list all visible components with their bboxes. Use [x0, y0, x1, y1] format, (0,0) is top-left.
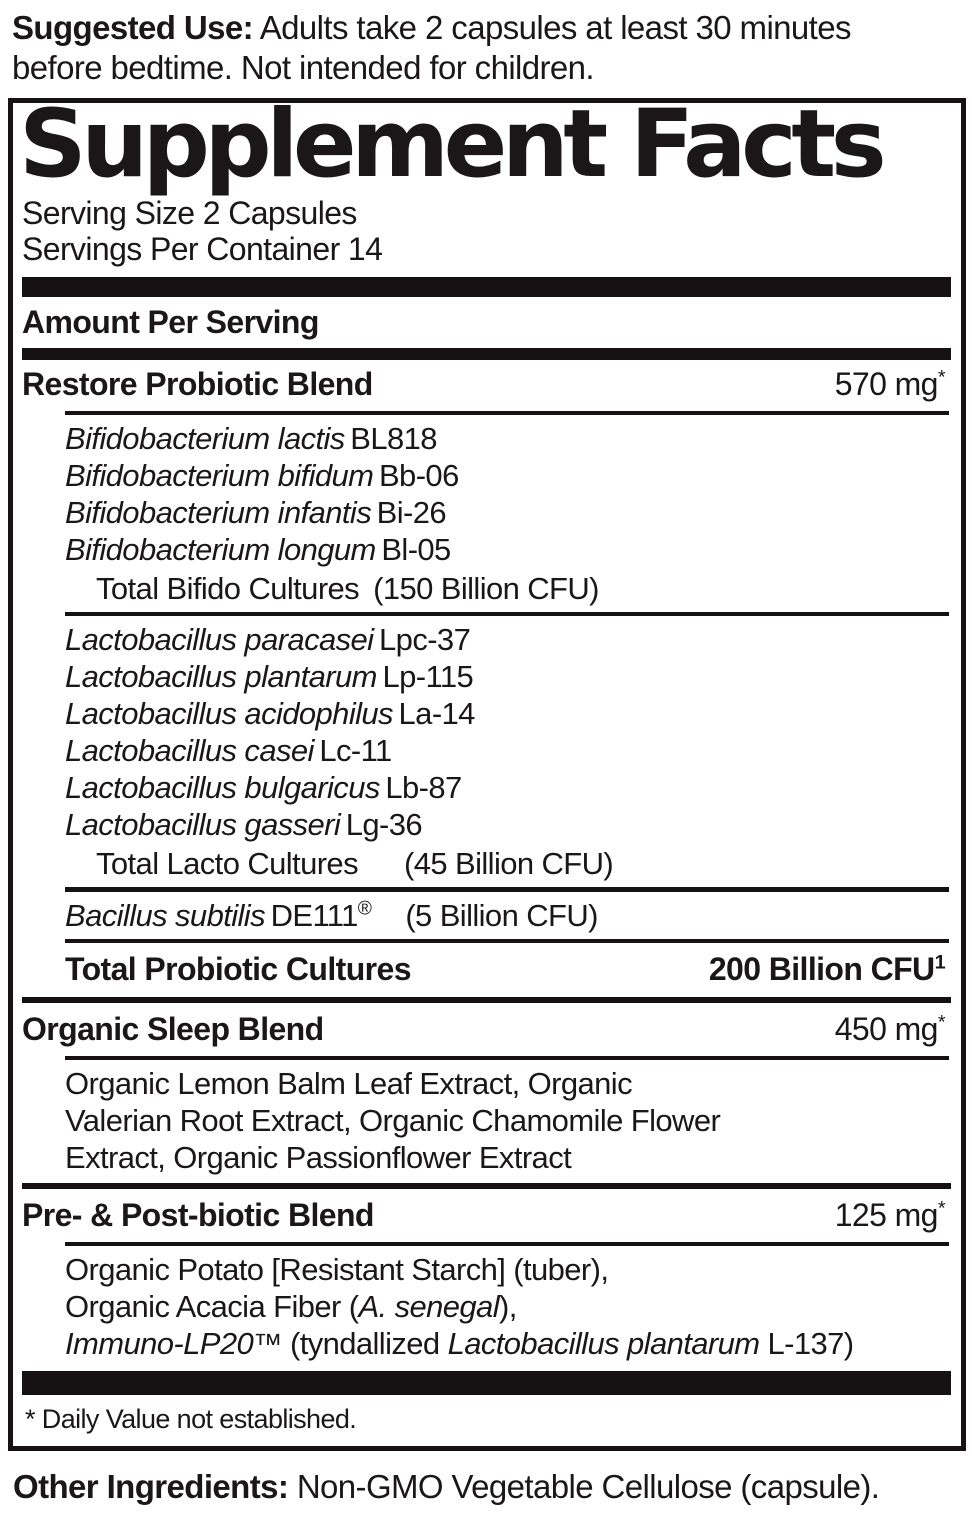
strain-code: Bi-26	[376, 495, 447, 531]
species-name: Lactobacillus gasseri	[65, 807, 341, 843]
text-segment: ),	[498, 1289, 517, 1325]
separator-line	[65, 612, 949, 616]
trademark-name: Immuno-LP20	[65, 1326, 254, 1362]
species-name: Bifidobacterium lactis	[65, 421, 345, 457]
ingredient-row	[22, 494, 951, 531]
suggested-use-label: Suggested Use:	[12, 9, 253, 46]
sleep-blend-amount-value: 450 mg	[834, 1011, 938, 1048]
ingredient-text-line: Valerian Root Extract, Organic Chamomile Flower	[65, 1103, 721, 1139]
restore-blend-row	[22, 363, 951, 406]
species-name: Lactobacillus casei	[65, 733, 314, 769]
prepost-blend-row	[22, 1194, 951, 1237]
restore-blend-name: Restore Probiotic Blend	[22, 366, 373, 403]
sleep-blend-row	[22, 1008, 951, 1051]
suggested-use-text-line1: Adults take 2 capsules at least 30 minutes	[259, 9, 851, 46]
strain-code: Lpc-37	[379, 622, 471, 658]
restore-blend-amount	[835, 363, 951, 406]
strain-code: Lc-11	[319, 733, 392, 769]
ingredient-text-line: Organic Lemon Balm Leaf Extract, Organic	[65, 1066, 632, 1102]
daily-value-footnote: * Daily Value not established.	[25, 1404, 357, 1435]
suggested-use	[0, 4, 972, 98]
restore-blend-amount-note: *	[937, 366, 945, 389]
ingredient-row	[22, 732, 951, 769]
ingredient-row	[22, 420, 951, 457]
ingredient-row	[22, 621, 951, 658]
prepost-blend-name: Pre- & Post-biotic Blend	[22, 1197, 374, 1234]
sleep-blend-amount	[835, 1008, 951, 1051]
servings-per-container: Servings Per Container 14	[22, 231, 383, 268]
ingredient-text-line: Organic Potato [Resistant Starch] (tuber),	[65, 1252, 609, 1288]
separator-line	[65, 1242, 949, 1246]
section-divider	[22, 997, 951, 1003]
total-probiotic-footnote-mark: 1	[934, 951, 945, 974]
total-probiotic-row	[22, 948, 951, 990]
ingredient-text-line: Extract, Organic Passionflower Extract	[65, 1140, 572, 1176]
registered-mark: ®	[357, 898, 372, 920]
strain-code: BL818	[350, 421, 437, 457]
other-ingredients-label: Other Ingredients:	[13, 1468, 289, 1506]
ingredient-text-line	[22, 1325, 951, 1363]
ingredient-row	[22, 806, 951, 843]
ingredient-row	[22, 531, 951, 568]
strain-code: Lb-87	[385, 770, 462, 806]
bacillus-value: (5 Billion CFU)	[405, 898, 598, 934]
sleep-blend-name: Organic Sleep Blend	[22, 1011, 324, 1048]
panel-title: Supplement Facts	[19, 90, 882, 199]
species-name: Lactobacillus acidophilus	[65, 696, 393, 732]
divider-bar-thick	[22, 277, 951, 297]
species-name: Bifidobacterium longum	[65, 532, 376, 568]
serving-size: Serving Size 2 Capsules	[22, 195, 357, 232]
ingredient-row	[22, 658, 951, 695]
ingredient-text-line	[22, 1288, 951, 1325]
separator-line	[65, 887, 949, 892]
lacto-group	[22, 621, 951, 882]
other-ingredients-text: Non-GMO Vegetable Cellulose (capsule).	[296, 1468, 880, 1506]
species-name: Lactobacillus paracasei	[65, 622, 374, 658]
total-probiotic-value	[709, 948, 951, 990]
section-divider	[22, 1183, 951, 1189]
other-ingredients	[0, 1461, 972, 1515]
suggested-use-text-line2: before bedtime. Not intended for children.	[12, 49, 594, 86]
text-segment: Organic Acacia Fiber (	[65, 1289, 359, 1325]
total-bifido-row	[22, 570, 951, 607]
separator-line	[65, 411, 949, 415]
strain-code: La-14	[398, 696, 475, 732]
divider-bar-bottom	[22, 1371, 951, 1395]
species-name: Bifidobacterium bifidum	[65, 458, 374, 494]
text-segment: (tyndallized	[281, 1326, 448, 1362]
species-name: Bifidobacterium infantis	[65, 495, 372, 531]
total-bifido-value: (150 Billion CFU)	[373, 571, 599, 607]
species-name: A. senegal	[358, 1289, 499, 1325]
strain-code: Bl-05	[381, 532, 451, 568]
separator-line	[65, 1056, 949, 1060]
prepost-blend-amount-note: *	[937, 1197, 945, 1220]
sleep-blend-ingredients	[22, 1065, 951, 1176]
prepost-blend-ingredients	[22, 1251, 951, 1363]
strain-code: DE111	[270, 898, 358, 934]
bifido-group	[22, 420, 951, 607]
text-segment: L-137)	[759, 1326, 854, 1362]
strain-code: Lp-115	[382, 659, 474, 695]
supplement-facts-panel	[8, 90, 966, 1451]
strain-code: Bb-06	[378, 458, 459, 494]
total-probiotic-label: Total Probiotic Cultures	[65, 951, 411, 988]
restore-blend-amount-value: 570 mg	[834, 366, 938, 403]
bacillus-row	[22, 897, 951, 934]
total-lacto-value: (45 Billion CFU)	[403, 846, 614, 882]
total-lacto-row	[22, 845, 951, 882]
divider-bar-medium	[22, 348, 951, 360]
prepost-blend-amount-value: 125 mg	[834, 1197, 938, 1234]
strain-code: Lg-36	[345, 807, 423, 843]
total-lacto-label: Total Lacto Cultures	[96, 846, 358, 882]
species-name: Lactobacillus bulgaricus	[65, 770, 380, 806]
amount-per-serving-heading: Amount Per Serving	[22, 304, 319, 341]
sleep-blend-amount-note: *	[937, 1011, 945, 1034]
ingredient-row	[22, 695, 951, 732]
species-name: Lactobacillus plantarum	[65, 659, 377, 695]
separator-line	[65, 939, 949, 943]
ingredient-row	[22, 457, 951, 494]
trademark-mark: ™	[253, 1328, 282, 1362]
species-name: Lactobacillus plantarum	[447, 1326, 760, 1362]
prepost-blend-amount	[835, 1194, 951, 1237]
total-probiotic-value-text: 200 Billion CFU	[708, 951, 935, 988]
species-name: Bacillus subtilis	[65, 898, 265, 934]
total-bifido-label: Total Bifido Cultures	[96, 571, 360, 607]
ingredient-row	[22, 769, 951, 806]
